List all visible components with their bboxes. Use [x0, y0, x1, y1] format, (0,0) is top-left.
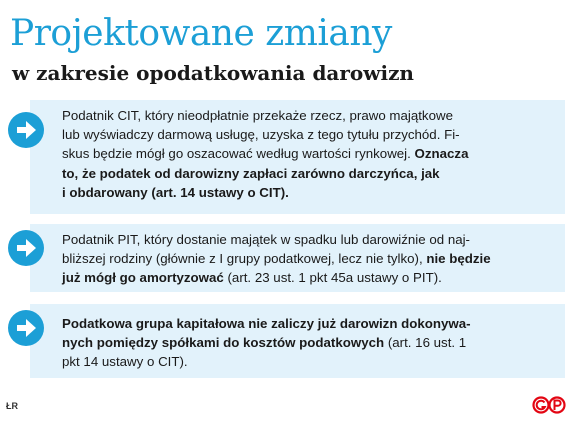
arrow-right-icon — [6, 228, 46, 268]
regular-text: Podatnik CIT, który nieodpłatnie przekaże rzecz, prawo majątkowe — [62, 108, 453, 123]
list-item — [0, 100, 565, 214]
regular-text: (art. 16 ust. 1 — [384, 335, 467, 351]
bold-text: Oznacza — [414, 146, 469, 162]
item-text — [62, 106, 557, 202]
regular-text: Podatnik PIT, który dostanie majątek w spadku lub darowiźnie od naj- — [62, 232, 470, 247]
page-subtitle: w zakresie opodatkowania darowizn — [12, 61, 414, 85]
text-line — [62, 106, 557, 125]
text-line — [62, 314, 557, 333]
bold-text: nie będzie — [426, 251, 491, 267]
bold-text: już mógł go amortyzować — [62, 270, 224, 286]
text-line — [62, 164, 557, 183]
item-text — [62, 230, 557, 288]
regular-text: pkt 14 ustawy o CIT). — [62, 354, 188, 370]
item-text — [62, 314, 557, 372]
text-line — [62, 230, 557, 249]
text-line — [62, 249, 557, 268]
text-line — [62, 268, 557, 287]
regular-text: lub wyświadczy darmową usługę, uzyska z tego tytułu przychód. Fi- — [62, 127, 460, 143]
bold-text: Podatkowa grupa kapitałowa nie zaliczy już darowizn dokonywa- — [62, 316, 471, 331]
bold-text: nych pomiędzy spółkami do kosztów podatkowych — [62, 335, 385, 351]
arrow-right-icon — [6, 110, 46, 150]
regular-text: skus będzie mógł go oszacować według wartości rynkowej. — [62, 146, 415, 162]
text-line — [62, 333, 557, 352]
gp-logo-icon — [532, 396, 566, 414]
text-line — [62, 183, 557, 202]
arrow-right-icon — [6, 308, 46, 348]
regular-text: (art. 23 ust. 1 pkt 45a ustawy o PIT). — [223, 270, 442, 286]
list-item — [0, 304, 565, 378]
regular-text: bliższej rodziny (głównie z I grupy podatkowej, lecz nie tylko), — [62, 251, 427, 267]
text-line — [62, 352, 557, 371]
bold-text: i obdarowany (art. 14 ustawy o CIT). — [62, 184, 289, 200]
text-line — [62, 144, 557, 163]
page-title: Projektowane zmiany — [10, 13, 392, 54]
text-line — [62, 125, 557, 144]
list-item — [0, 224, 565, 292]
author-credit: ŁR — [6, 401, 18, 411]
bold-text: to, że podatek od darowizny zapłaci zarówno darczyńca, jak — [62, 165, 440, 181]
